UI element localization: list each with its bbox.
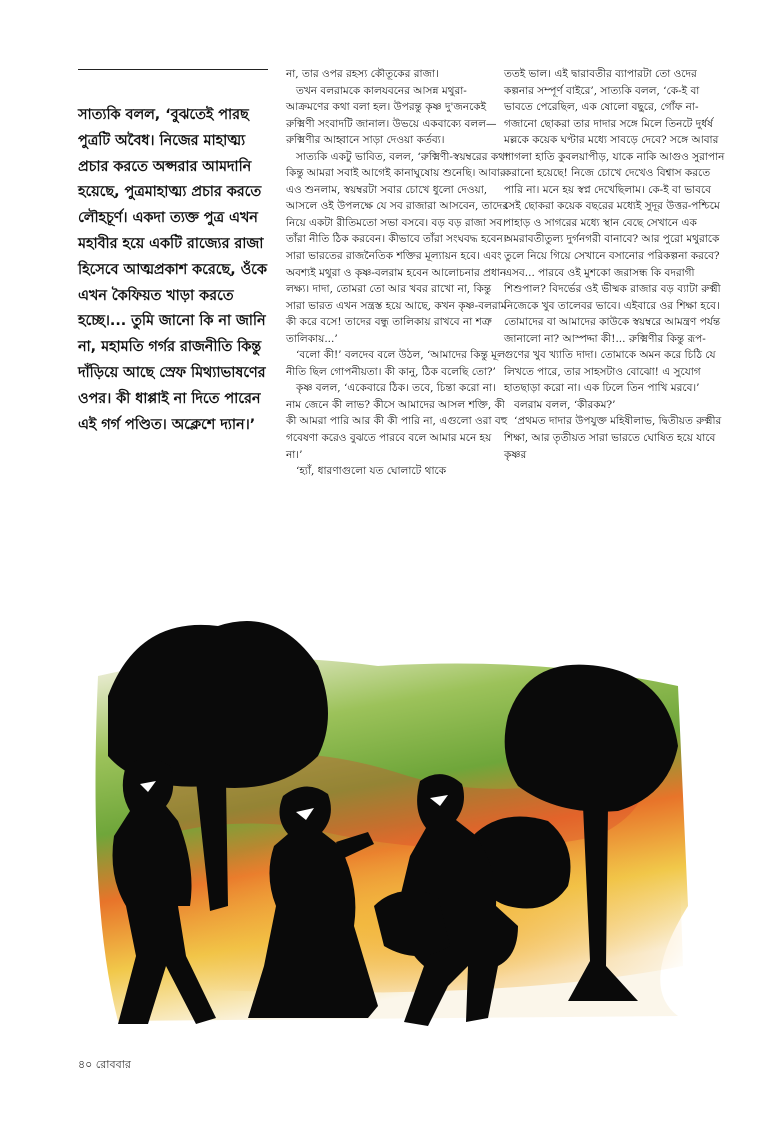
column-rule <box>78 69 268 70</box>
pull-quote: সাত্যকি বলল, ‘বুঝতেই পারছ পুত্রটি অবৈধ। নিজের মাহাত্ম্য প্রচার করতে অপ্সরার আমদানি হয়েছে, পুত্রমাহাত্ম্য প্রচার করতে লৌহচূর্ণ। একদা ত্যক্ত পুত্র এখন মহাবীর হয়ে একটি রাজ্যের রাজা হিসেবে আত্মপ্রকাশ করেছে, ওঁকে এখন কৈফিয়ত খাড়া করতে হচ্ছে।... তুমি জানো কি না জানি না, মহামতি গর্গর রাজনীতি কিন্তু দাঁড়িয়ে আছে স্রেফ মিথ্যাভাষণের ওপর। কী ধাপ্পাই না দিতে পারেন এই গর্গ পণ্ডিত। অক্লেশে দ্যান।’ <box>78 107 267 433</box>
paragraph: কৃষ্ণ বলল, ‘একেবারে ঠিক। তবে, চিন্তা করো না। নাম জেনে কী লাভ? কীসে আমাদের আসল শক্তি, কী কী আমরা পারি আর কী কী পারি না, এগুলো ওরা বহু গবেষণা করেও বুঝতে পারবে বলে আমার মনে হয় না।’ <box>286 382 508 461</box>
paragraph: সাত্যকি একটু ভাবিত, বলল, ‘রুক্মিণী-স্বয়ম্বরের কথা কিন্তু আমরা সবাই আগেই কানাঘুষোয় শুনেছি। আবার এও শুনলাম, স্বয়ম্বরটা সবার চোখে ধুলো দেওয়া, আসলে ওই উপলক্ষে যে সব রাজারা আসবেন, তাদের নিয়ে একটা রীতিমতো সভা বসবে। বড় বড় রাজা সব। তাঁরা নীতি ঠিক করবেন। কীভাবে তাঁরা সংঘবদ্ধ হবেন। সারা ভারতের রাজনৈতিক শক্তির মূল্যায়ন হবে। এবং অবশ্যই মথুরা ও কৃষ্ণ-বলরাম হবেন আলোচনার প্রধান লক্ষ্য। দাদা, তোমরা তো আর খবর রাখো না, কিন্তু সারা ভারত এখন সন্ত্রস্ত হয়ে আছে, কখন কৃষ্ণ-বলরাম কী করে বসে! তাদের বন্ধু তালিকায় রাখবে না শত্রু তালিকায়...’ <box>286 150 509 345</box>
paragraph: তখন বলরামকে কালযবনের আসন্ন মথুরা-আক্রমণের কথা বলা হল। উপরন্তু কৃষ্ণ দু'জনকেই রুক্মিণী সংবাদটি জানাল। উভয়ে একবাক্যে বলল— রুক্মিণীর আহ্বানে সাড়া দেওয়া কর্তব্য। <box>286 84 497 147</box>
paragraph: বলরাম বলল, ‘কীরকম?’ <box>514 398 616 411</box>
text-column-2 <box>286 66 510 480</box>
page-number: ৪০ <box>78 1058 93 1071</box>
paragraph: ‘বলো কী!’ বলদেব বলে উঠল, ‘আমাদের কিন্তু মূল নীতি ছিল গোপনীয়তা। কী কানু, ঠিক বলেছি তো?’ <box>286 349 505 378</box>
paragraph: না, তার ওপর রহস্য কৌতূকের রাজা। <box>286 68 439 80</box>
paragraph: ততই ভাল। এই দ্বারাবতীর ব্যাপারটা তো ওদের কল্পনার সম্পূর্ণ বাইরে’, সাত্যকি বলল, ‘কে-ই বা ভাবতে পেরেছিল, এক ষোলো বছুরে, গোঁফ না-গজানো ছোকরা তার দাদার সঙ্গে মিলে তিনটে দুর্ধর্ষ মল্লকে কয়েক ঘণ্টার মধ্যে সাবড়ে দেবে? সঙ্গে আবার পাগলা হাতি কুবলয়াপীড়, যাকে নাকি আগুও সুরাপান করানো হয়েছে! নিজে চোখে দেখেও বিশ্বাস করতে পারি না। মনে হয় স্বপ্ন দেখেছিলাম। কে-ই বা ভাববে সেই ছোকরা কয়েক বছরের মধ্যেই সুদূর উত্তর-পশ্চিমে পাহাড় ও সাগরের মধ্যে স্থান বেছে সেখানে এক অমরাবতীতুল্য দুর্গনগরী বানাবে? আর পুরো মথুরাকে তুলে নিয়ে গিয়ে সেখানে বসানোর পরিকল্পনা করবে? এসব... পারবে ওই মুশকো জরাসন্ধ কি বদরাগী শিশুপাল? বিদর্ভের ওই ভীষ্মক রাজার বড় ব্যাটা রুক্মী নিজেকে খুব তালেবর ভাবে। এইবারে ওর শিক্ষা হবে। তোমাদের বা আমাদের কাউকে স্বয়ম্বরে আমন্ত্রণ পর্যন্ত জানালো না? আস্পদ্দা কী!... রুক্মিণীর কিন্তু রূপ-গুণের খুব খ্যাতি দাদা। তোমাকে অমন করে চিঠি যে লিখতে পারে, তার সাহসটাও বোঝো! এ সুযোগ হাতছাড়া করো না। এক ঢিলে তিন পাখি মরবে।’ <box>504 68 725 395</box>
page-folio <box>78 1056 131 1075</box>
magazine-name: রোববার <box>95 1058 131 1071</box>
silhouette-illustration <box>78 606 698 1036</box>
paragraph: ‘প্রথমত দাদার উপযুক্ত মহিষীলাভ, দ্বিতীয়ত রুক্মীর শিক্ষা, আর তৃতীয়ত সারা ভারতে ঘোষিত হয়ে যাবে কৃষ্ণর <box>504 415 722 461</box>
paragraph: ‘হ্যাঁ, ধারণাগুলো যত ঘোলাটে থাকে <box>296 465 447 478</box>
text-column-3 <box>504 66 728 463</box>
